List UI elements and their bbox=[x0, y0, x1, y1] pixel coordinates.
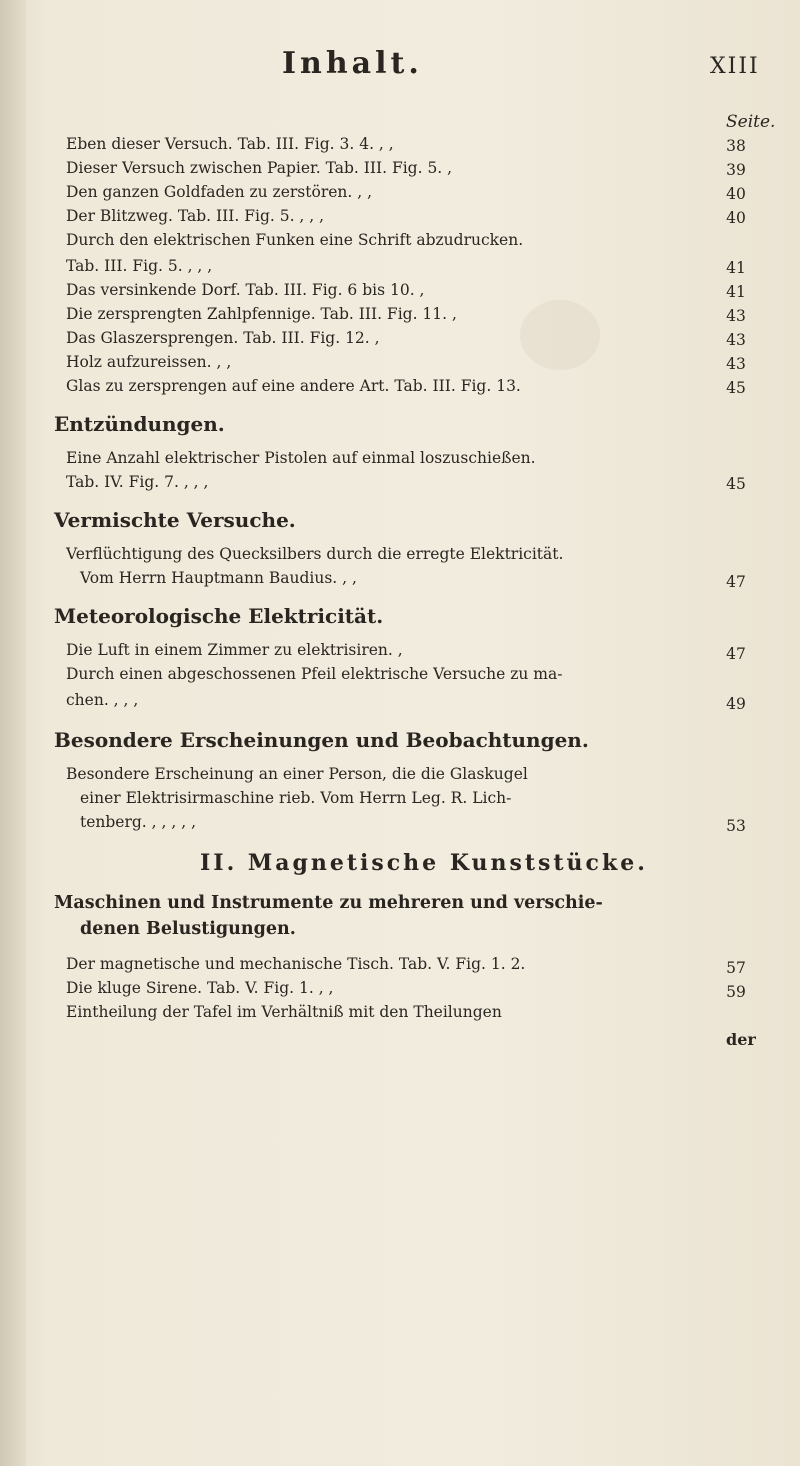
toc-entry-page: 41 bbox=[726, 283, 746, 301]
toc-entry-text: Verflüchtigung des Quecksilbers durch die erregte Elektricität. bbox=[66, 545, 564, 563]
toc-entry-text: Eine Anzahl elektrischer Pistolen auf einmal loszuschießen. bbox=[66, 449, 536, 467]
toc-entry-text: Die zersprengten Zahlpfennige. Tab. III. Fig. 11. , bbox=[66, 305, 457, 323]
toc-entry-page: 43 bbox=[726, 331, 746, 349]
toc-entry-text: Dieser Versuch zwischen Papier. Tab. III. Fig. 5. , bbox=[66, 159, 453, 177]
toc-entry-page: 47 bbox=[726, 573, 746, 591]
toc-entry-text: Glas zu zersprengen auf eine andere Art. Tab. III. Fig. 13. bbox=[66, 377, 521, 395]
running-title: Inhalt. bbox=[282, 46, 423, 81]
toc-entry-text: Eintheilung der Tafel im Verhältniß mit den Theilungen bbox=[66, 1003, 502, 1021]
toc-entry-page: 57 bbox=[726, 959, 746, 977]
toc-entry-page: 45 bbox=[726, 379, 746, 397]
toc-entry-page: 40 bbox=[726, 209, 746, 227]
toc-entry-text: Das Glaszersprengen. Tab. III. Fig. 12. , bbox=[66, 329, 380, 347]
toc-entry-text: chen. , , , bbox=[66, 691, 139, 709]
section-heading: Entzündungen. bbox=[54, 412, 225, 436]
paper-stain bbox=[520, 300, 600, 370]
toc-entry-page: 53 bbox=[726, 817, 746, 835]
toc-entry-text: Das versinkende Dorf. Tab. III. Fig. 6 bis 10. , bbox=[66, 281, 425, 299]
toc-entry-text: Die Luft in einem Zimmer zu elektrisiren. , bbox=[66, 641, 403, 659]
toc-entry-page: 40 bbox=[726, 185, 746, 203]
page-gutter bbox=[0, 0, 26, 1466]
chapter-subheading: Maschinen und Instrumente zu mehreren und verschie- bbox=[54, 893, 603, 913]
running-head bbox=[0, 46, 800, 86]
toc-entry-text: Vom Herrn Hauptmann Baudius. , , bbox=[80, 569, 357, 587]
toc-entry-text: Besondere Erscheinung an einer Person, die die Glaskugel bbox=[66, 765, 528, 783]
toc-entry-text: Tab. IV. Fig. 7. , , , bbox=[66, 473, 209, 491]
catchword: der bbox=[726, 1030, 756, 1049]
toc-entry-text: Der magnetische und mechanische Tisch. Tab. V. Fig. 1. 2. bbox=[66, 955, 526, 973]
toc-entry-text: Durch den elektrischen Funken eine Schrift abzudrucken. bbox=[66, 231, 524, 249]
chapter-subheading-cont: denen Belustigungen. bbox=[80, 919, 296, 939]
toc-entry-text: Holz aufzureissen. , , bbox=[66, 353, 232, 371]
chapter-title: II. Magnetische Kunststücke. bbox=[200, 850, 648, 876]
toc-entry-page: 43 bbox=[726, 355, 746, 373]
page-column-label: Seite. bbox=[726, 112, 776, 132]
toc-entry-text: Tab. III. Fig. 5. , , , bbox=[66, 257, 213, 275]
toc-entry-text: einer Elektrisirmaschine rieb. Vom Herrn Leg. R. Lich- bbox=[80, 789, 512, 807]
toc-entry-page: 59 bbox=[726, 983, 746, 1001]
section-heading: Vermischte Versuche. bbox=[54, 508, 296, 532]
toc-entry-text: Den ganzen Goldfaden zu zerstören. , , bbox=[66, 183, 373, 201]
toc-entry-text: tenberg. , , , , , bbox=[80, 813, 197, 831]
toc-entry-text: Eben dieser Versuch. Tab. III. Fig. 3. 4. , , bbox=[66, 135, 394, 153]
toc-entry-page: 47 bbox=[726, 645, 746, 663]
toc-entry-text: Durch einen abgeschossenen Pfeil elektrische Versuche zu ma- bbox=[66, 665, 563, 683]
toc-entry-page: 43 bbox=[726, 307, 746, 325]
toc-entry-page: 49 bbox=[726, 695, 746, 713]
toc-entry-text: Die kluge Sirene. Tab. V. Fig. 1. , , bbox=[66, 979, 334, 997]
toc-entry-text: Der Blitzweg. Tab. III. Fig. 5. , , , bbox=[66, 207, 325, 225]
toc-entry-page: 38 bbox=[726, 137, 746, 155]
section-heading: Besondere Erscheinungen und Beobachtungen. bbox=[54, 728, 589, 752]
section-heading: Meteorologische Elektricität. bbox=[54, 604, 384, 628]
toc-entry-page: 39 bbox=[726, 161, 746, 179]
toc-entry-page: 41 bbox=[726, 259, 746, 277]
toc-entry-page: 45 bbox=[726, 475, 746, 493]
page-number: XIII bbox=[710, 54, 760, 79]
